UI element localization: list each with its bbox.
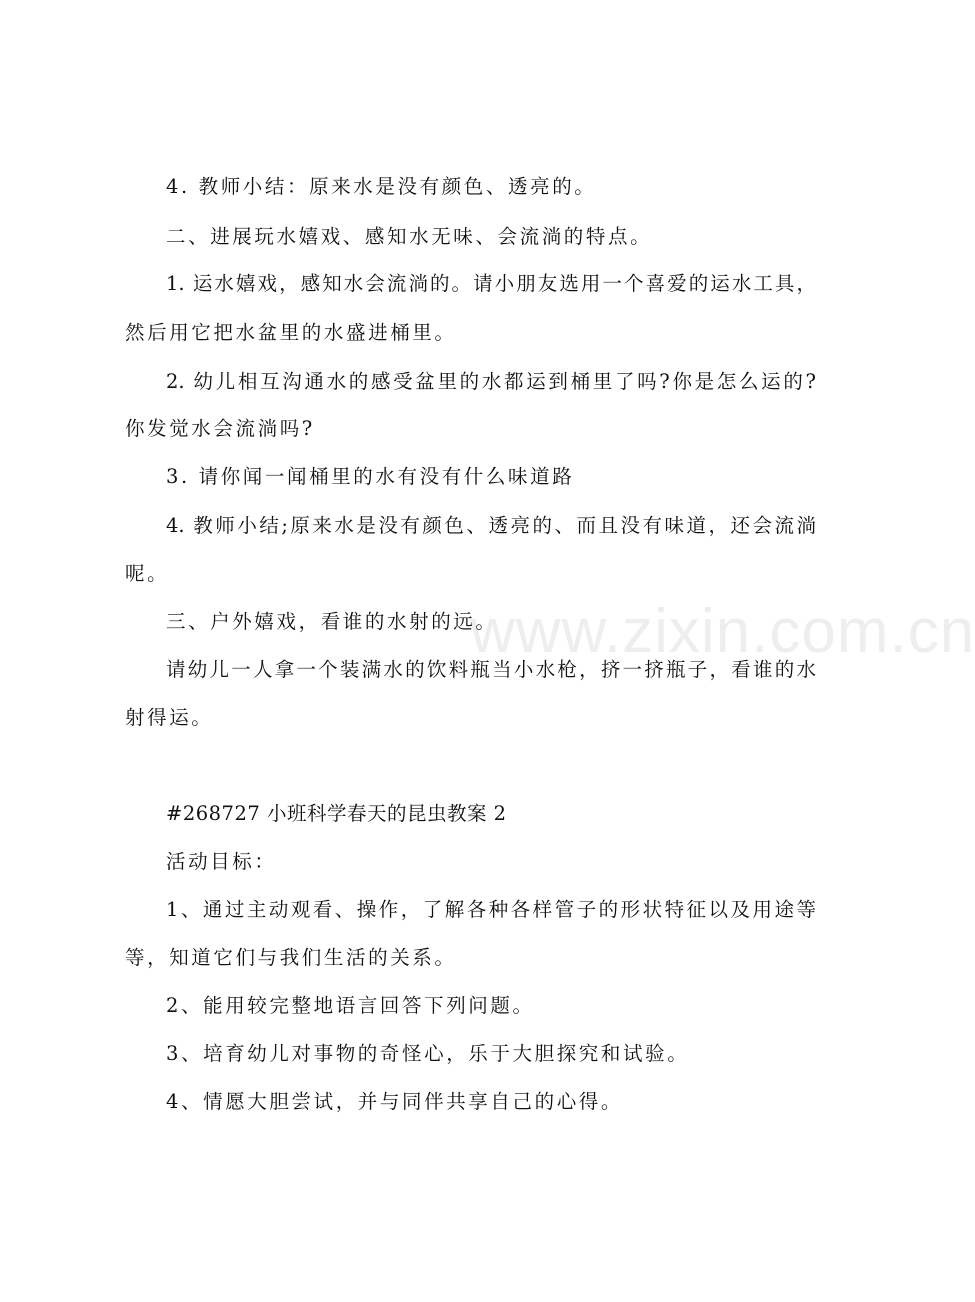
paragraph-line: 3、培育幼儿对事物的奇怪心，乐于大胆探究和试验。 (166, 1042, 690, 1065)
section-heading: #268727 小班科学春天的昆虫教案 2 (166, 802, 507, 825)
paragraph-line: 4. 教师小结：原来水是没有颜色、透亮的。 (166, 175, 597, 198)
paragraph-line: 4、情愿大胆尝试，并与同伴共享自己的心得。 (166, 1090, 624, 1113)
paragraph-line: 射得运。 (125, 706, 214, 729)
paragraph-line: 3. 请你闻一闻桶里的水有没有什么味道路 (166, 465, 575, 488)
paragraph-line: 你发觉水会流淌吗? (125, 417, 315, 440)
watermark: www.zixin.com.cn (470, 597, 975, 666)
paragraph-line: 活动目标： (166, 850, 277, 873)
paragraph-line: 然后用它把水盆里的水盛进桶里。 (125, 321, 457, 344)
paragraph-line: 1. 运水嬉戏，感知水会流淌的。请小朋友选用一个喜爱的运水工具， (166, 272, 816, 295)
paragraph-line: 1、通过主动观看、操作，了解各种各样管子的形状特征以及用途等 (166, 898, 816, 921)
paragraph-line: 二、进展玩水嬉戏、感知水无味、会流淌的特点。 (166, 225, 653, 248)
paragraph-line: 2、能用较完整地语言回答下列问题。 (166, 994, 535, 1017)
paragraph-line: 呢。 (125, 562, 170, 585)
paragraph-line: 请幼儿一人拿一个装满水的饮料瓶当小水枪，挤一挤瓶子，看谁的水 (166, 658, 816, 681)
paragraph-line: 2. 幼儿相互沟通水的感受盆里的水都运到桶里了吗?你是怎么运的? (166, 370, 816, 393)
paragraph-line: 4. 教师小结;原来水是没有颜色、透亮的、而且没有味道，还会流淌 (166, 514, 816, 537)
paragraph-line: 三、户外嬉戏，看谁的水射的远。 (166, 610, 498, 633)
paragraph-line: 等，知道它们与我们生活的关系。 (125, 946, 457, 969)
